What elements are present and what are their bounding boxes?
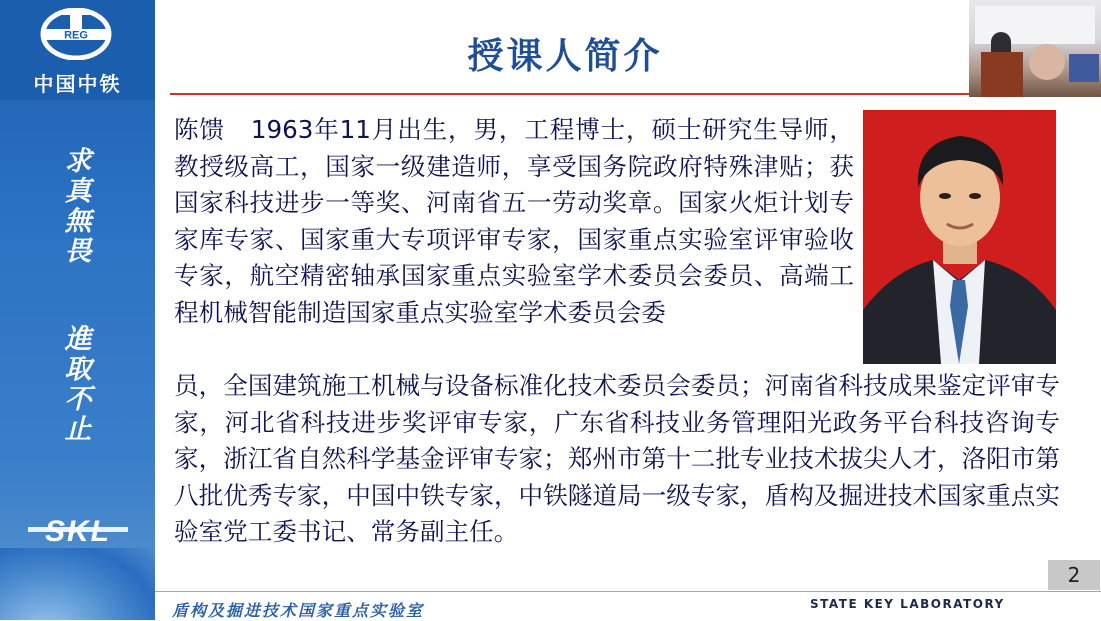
motto-char: 不 bbox=[64, 384, 92, 415]
portrait-drawing bbox=[863, 110, 1056, 364]
page-title: 授课人简介 bbox=[467, 36, 663, 77]
motto-char: 真 bbox=[64, 176, 92, 207]
photo-podium bbox=[981, 52, 1023, 97]
globe-graphic bbox=[0, 548, 155, 620]
skl-text: SKL bbox=[45, 515, 111, 546]
title-divider bbox=[170, 93, 975, 95]
photo-flowers bbox=[1029, 44, 1065, 80]
motto-line-1 bbox=[58, 147, 98, 267]
motto-char: 無 bbox=[64, 206, 92, 237]
footer-divider bbox=[155, 591, 1101, 592]
page-number: 2 bbox=[1048, 560, 1100, 590]
logo-caption: 中国中铁 bbox=[33, 72, 122, 96]
motto-char: 止 bbox=[64, 414, 92, 445]
motto-char: 畏 bbox=[64, 236, 92, 267]
conference-photo bbox=[969, 0, 1101, 97]
crec-globe-icon bbox=[40, 8, 112, 60]
speaker-name: 陈馈 bbox=[174, 115, 225, 144]
crec-logo bbox=[0, 0, 155, 100]
speaker-portrait bbox=[863, 110, 1056, 364]
photo-screen bbox=[1069, 54, 1099, 82]
bio-paragraph-top bbox=[174, 112, 854, 332]
bio-paragraph-bottom: 员，全国建筑施工机械与设备标准化技术委员会委员；河南省科技成果鉴定评审专家，河北省科技进步奖评审专家，广东省科技业务管理阳光政务平台科技咨询专家，浙江省自然科学基金评审专家；郑州市第十二批专业技术拔尖人才，洛阳市第八批优秀专家，中国中铁专家，中铁隧道局一级专家，盾构及掘进技术国家重点实验室党工委书记、常务副主任。 bbox=[174, 371, 1060, 547]
sidebar bbox=[0, 0, 155, 620]
motto-char: 進 bbox=[64, 324, 92, 355]
footer-lab-name: 盾构及掘进技术国家重点实验室 bbox=[172, 601, 425, 620]
skl-logo bbox=[28, 514, 128, 546]
footer-lab-english: STATE KEY LABORATORY bbox=[810, 597, 1005, 611]
motto-line-2 bbox=[58, 325, 98, 445]
motto-char: 求 bbox=[64, 146, 92, 177]
bio-text-top: 1963年11月出生，男，工程博士，硕士研究生导师，教授级高工，国家一级建造师，享受国务院政府特殊津贴；获国家科技进步一等奖、河南省五一劳动奖章。国家火炬计划专家库专家、国家重大专项评审专家，国家重点实验室评审验收专家，航空精密轴承国家重点实验室学术委员会委员、高端工程机械智能制造国家重点实验室学术委员会委 bbox=[174, 115, 855, 327]
motto-char: 取 bbox=[64, 354, 92, 385]
logo-text: REG bbox=[64, 29, 88, 42]
